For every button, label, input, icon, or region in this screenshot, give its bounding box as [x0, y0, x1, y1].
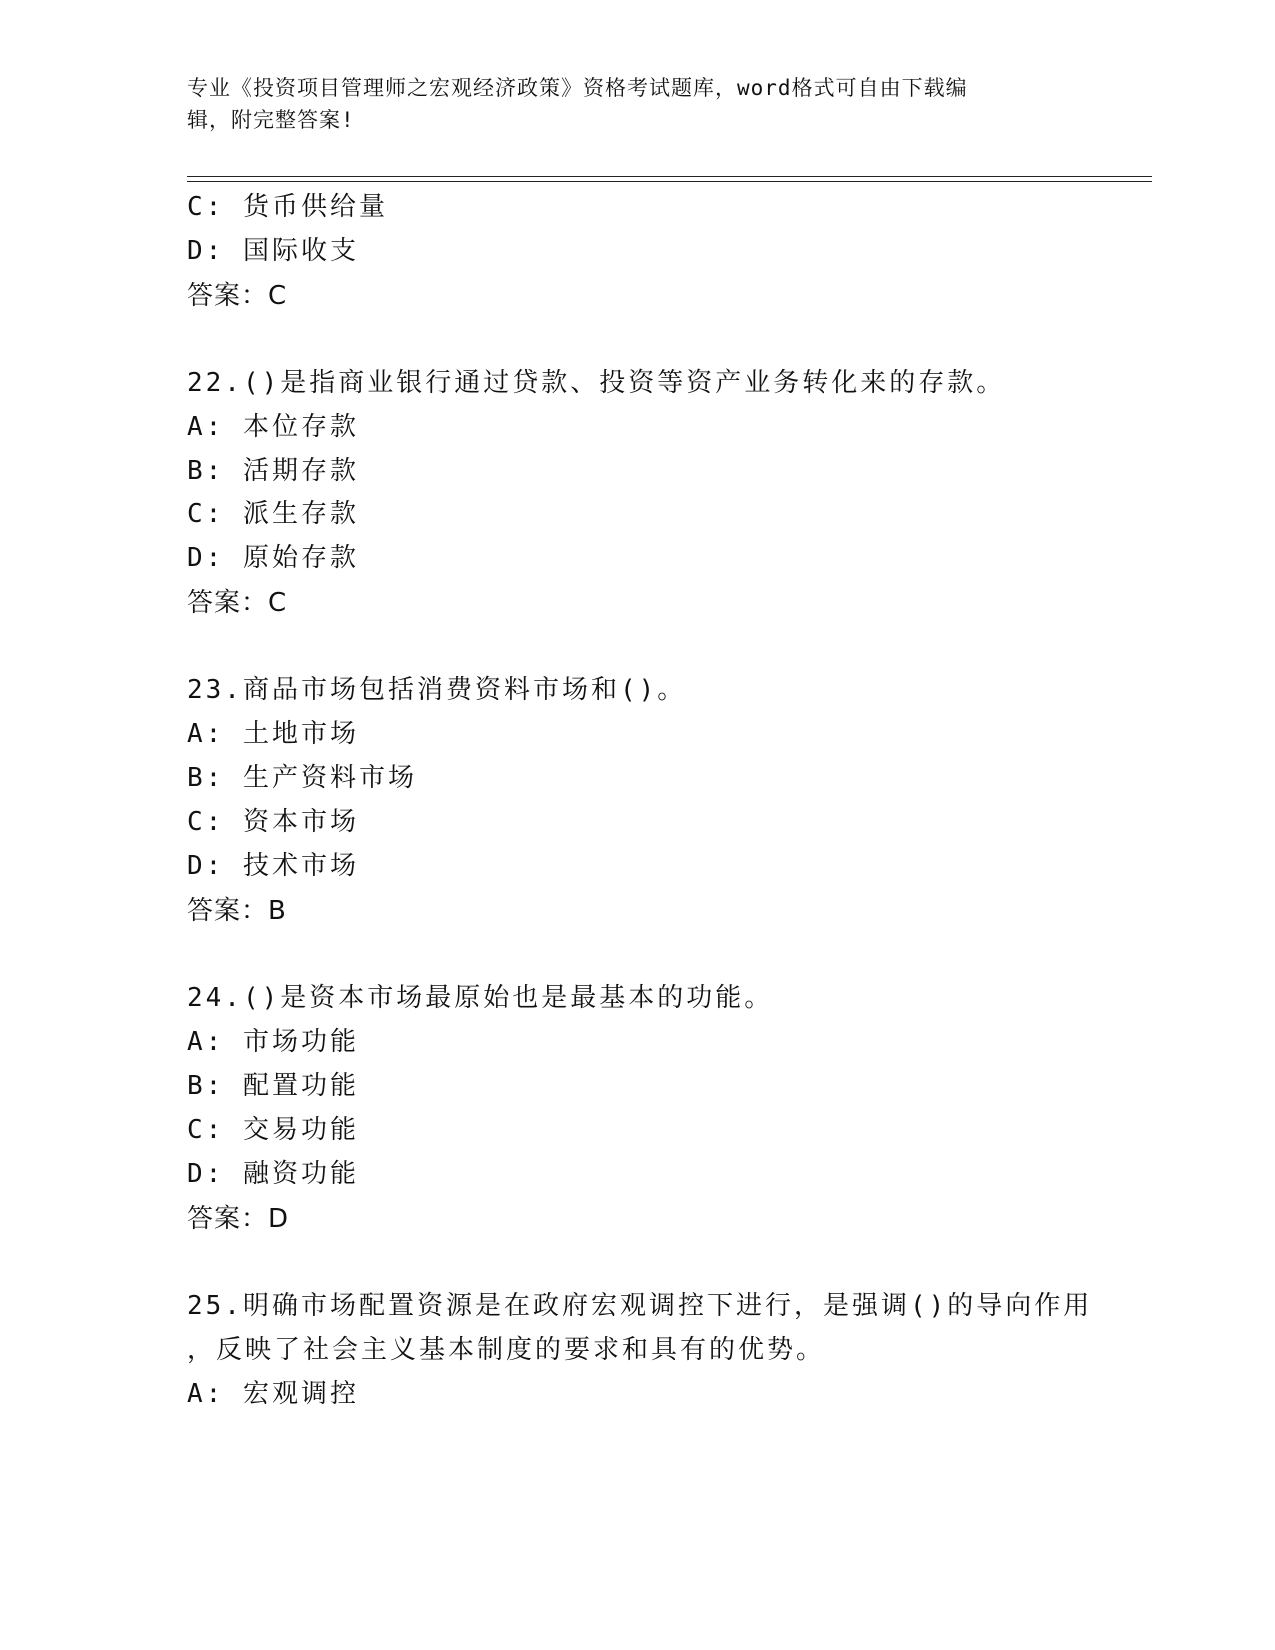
- option-label: C: [187, 499, 206, 529]
- header-line-2: 辑，附完整答案!: [187, 108, 355, 132]
- option-text: 融资功能: [242, 1159, 359, 1189]
- option-label: C: [187, 807, 206, 837]
- document-header: [187, 72, 1067, 136]
- option-label: D: [187, 543, 206, 573]
- option-text: 市场功能: [242, 1027, 359, 1057]
- option-text: 货币供给量: [242, 192, 388, 222]
- option-label: D: [187, 851, 206, 881]
- option-text: 活期存款: [242, 456, 359, 486]
- answer-line: 答案：C: [187, 281, 288, 311]
- option-text: 资本市场: [242, 807, 359, 837]
- option-c: C: 资本市场: [187, 807, 359, 837]
- option-text: 生产资料市场: [242, 763, 417, 793]
- option-label: B: [187, 456, 206, 486]
- option-c: C: 货币供给量: [187, 192, 388, 222]
- option-b: B: 生产资料市场: [187, 763, 417, 793]
- option-c: C: 交易功能: [187, 1115, 359, 1145]
- option-text: 派生存款: [242, 499, 359, 529]
- option-a: A: 市场功能: [187, 1027, 359, 1057]
- option-label: A: [187, 1379, 206, 1409]
- question-stem: 24.()是资本市场最原始也是最基本的功能。: [187, 983, 774, 1013]
- option-c: C: 派生存款: [187, 499, 359, 529]
- option-d: D: 融资功能: [187, 1159, 359, 1189]
- answer-line: 答案：C: [187, 588, 288, 618]
- question-stem-line-2: ，反映了社会主义基本制度的要求和具有的优势。: [187, 1335, 826, 1365]
- question-stem: 22.()是指商业银行通过贷款、投资等资产业务转化来的存款。: [187, 368, 1006, 398]
- option-d: D: 技术市场: [187, 851, 359, 881]
- question-stem-line-1: 25.明确市场配置资源是在政府宏观调控下进行，是强调()的导向作用: [187, 1291, 1093, 1321]
- option-text: 土地市场: [242, 719, 359, 749]
- question-stem: 23.商品市场包括消费资料市场和()。: [187, 675, 687, 705]
- option-b: B: 活期存款: [187, 456, 359, 486]
- option-a: A: 宏观调控: [187, 1379, 359, 1409]
- header-divider-bottom: [187, 181, 1152, 182]
- option-label: A: [187, 412, 206, 442]
- header-line-1: 专业《投资项目管理师之宏观经济政策》资格考试题库，word格式可自由下载编: [187, 76, 968, 100]
- option-label: B: [187, 1071, 206, 1101]
- option-label: C: [187, 192, 206, 222]
- option-text: 技术市场: [242, 851, 359, 881]
- option-label: D: [187, 1159, 206, 1189]
- option-label: D: [187, 236, 206, 266]
- option-label: A: [187, 1027, 206, 1057]
- option-d: D: 国际收支: [187, 236, 359, 266]
- header-divider-top: [187, 176, 1152, 177]
- option-a: A: 本位存款: [187, 412, 359, 442]
- option-a: A: 土地市场: [187, 719, 359, 749]
- option-text: 原始存款: [242, 543, 359, 573]
- option-text: 宏观调控: [242, 1379, 359, 1409]
- option-label: B: [187, 763, 206, 793]
- option-text: 配置功能: [242, 1071, 359, 1101]
- option-text: 本位存款: [242, 412, 359, 442]
- answer-line: 答案：B: [187, 896, 287, 926]
- option-b: B: 配置功能: [187, 1071, 359, 1101]
- option-text: 交易功能: [242, 1115, 359, 1145]
- option-d: D: 原始存款: [187, 543, 359, 573]
- option-text: 国际收支: [242, 236, 359, 266]
- option-label: A: [187, 719, 206, 749]
- answer-line: 答案：D: [187, 1204, 290, 1234]
- option-label: C: [187, 1115, 206, 1145]
